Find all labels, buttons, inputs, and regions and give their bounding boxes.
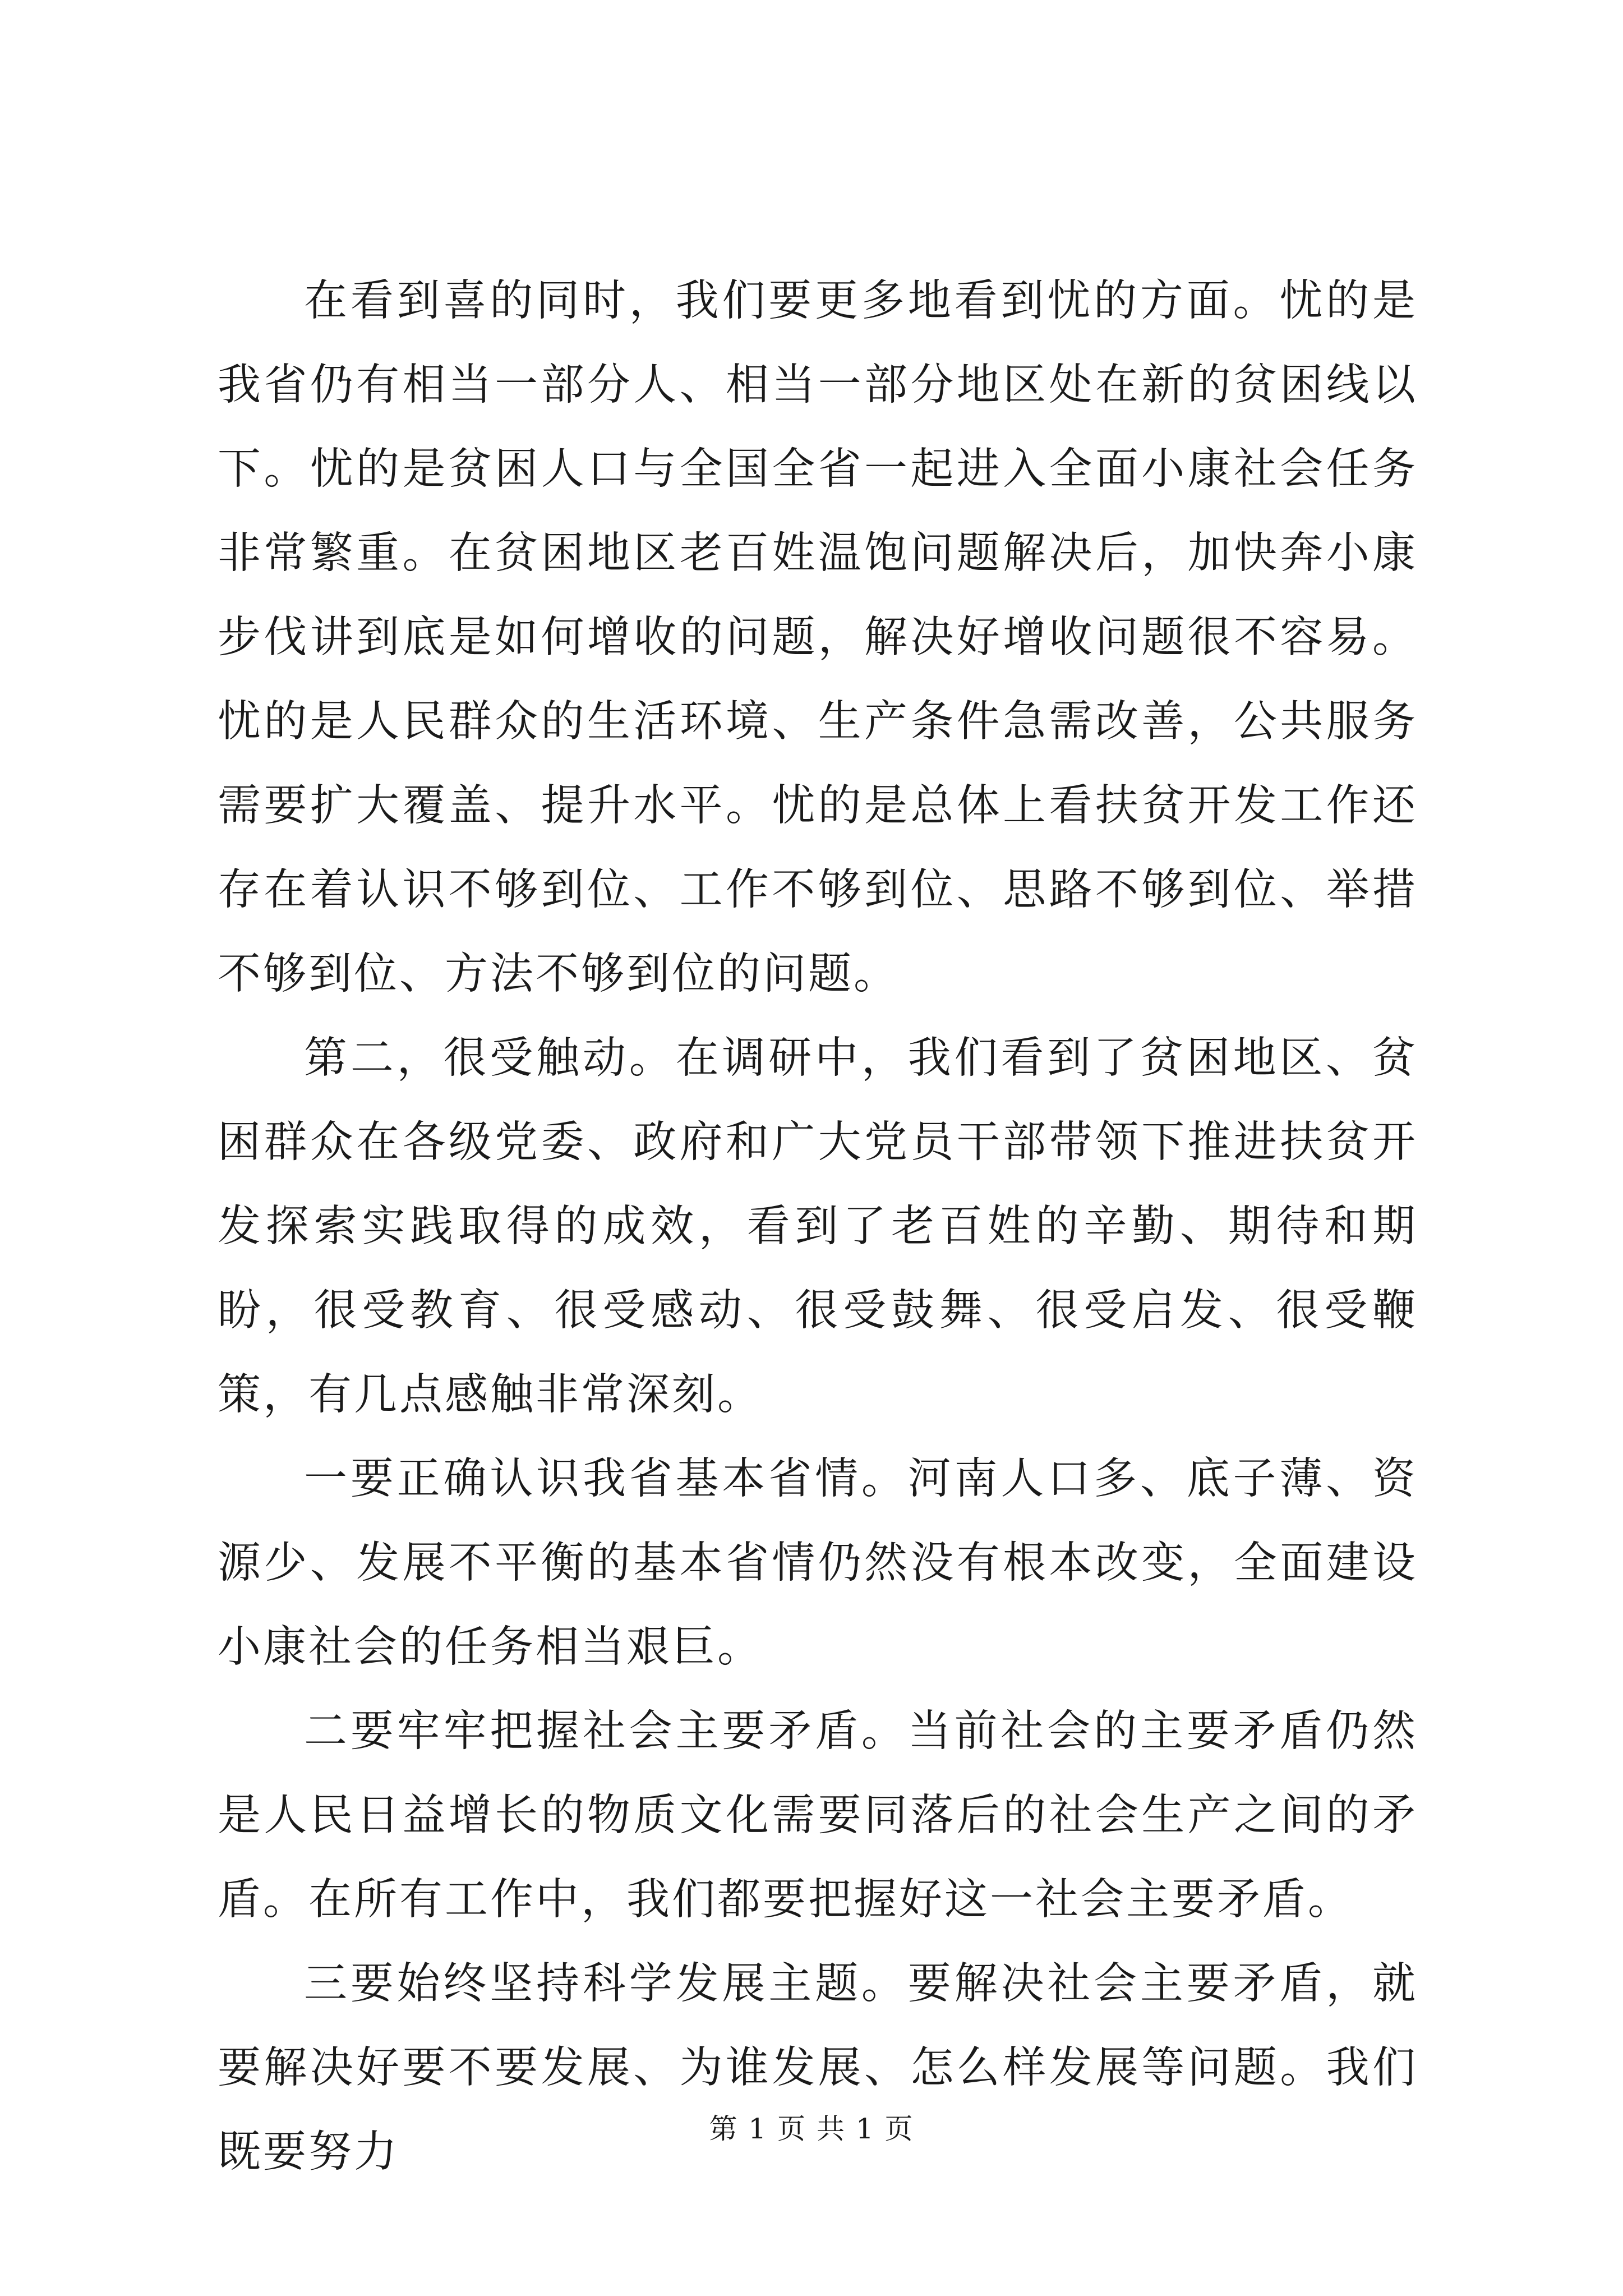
document-body: [218, 259, 1418, 2194]
paragraph-4: 二要牢牢把握社会主要矛盾。当前社会的主要矛盾仍然是人民日益增长的物质文化需要同落后的社会生产之间的矛盾。在所有工作中，我们都要把握好这一社会主要矛盾。: [218, 1706, 1418, 1925]
paragraph-3: 一要正确认识我省基本省情。河南人口多、底子薄、资源少、发展不平衡的基本省情仍然没有根本改变，全面建设小康社会的任务相当艰巨。: [218, 1454, 1418, 1672]
paragraph-2: 第二，很受触动。在调研中，我们看到了贫困地区、贫困群众在各级党委、政府和广大党员干部带领下推进扶贫开发探索实践取得的成效，看到了老百姓的辛勤、期待和期盼，很受教育、很受感动、很受鼓舞、很受启发、很受鞭策，有几点感触非常深刻。: [218, 1033, 1418, 1420]
paragraph-1: 在看到喜的同时，我们要更多地看到忧的方面。忧的是我省仍有相当一部分人、相当一部分地区处在新的贫困线以下。忧的是贫困人口与全国全省一起进入全面小康社会任务非常繁重。在贫困地区老百姓温饱问题解决后，加快奔小康步伐讲到底是如何增收的问题，解决好增收问题很不容易。忧的是人民群众的生活环境、生产条件急需改善，公共服务需要扩大覆盖、提升水平。忧的是总体上看扶贫开发工作还存在着认识不够到位、工作不够到位、思路不够到位、举措不够到位、方法不够到位的问题。: [218, 276, 1418, 999]
paragraph-5: 三要始终坚持科学发展主题。要解决社会主要矛盾，就要解决好要不要发展、为谁发展、怎么样发展等问题。我们既要努力: [218, 1959, 1418, 2177]
page-footer: 第 1 页 共 1 页: [709, 2113, 914, 2145]
